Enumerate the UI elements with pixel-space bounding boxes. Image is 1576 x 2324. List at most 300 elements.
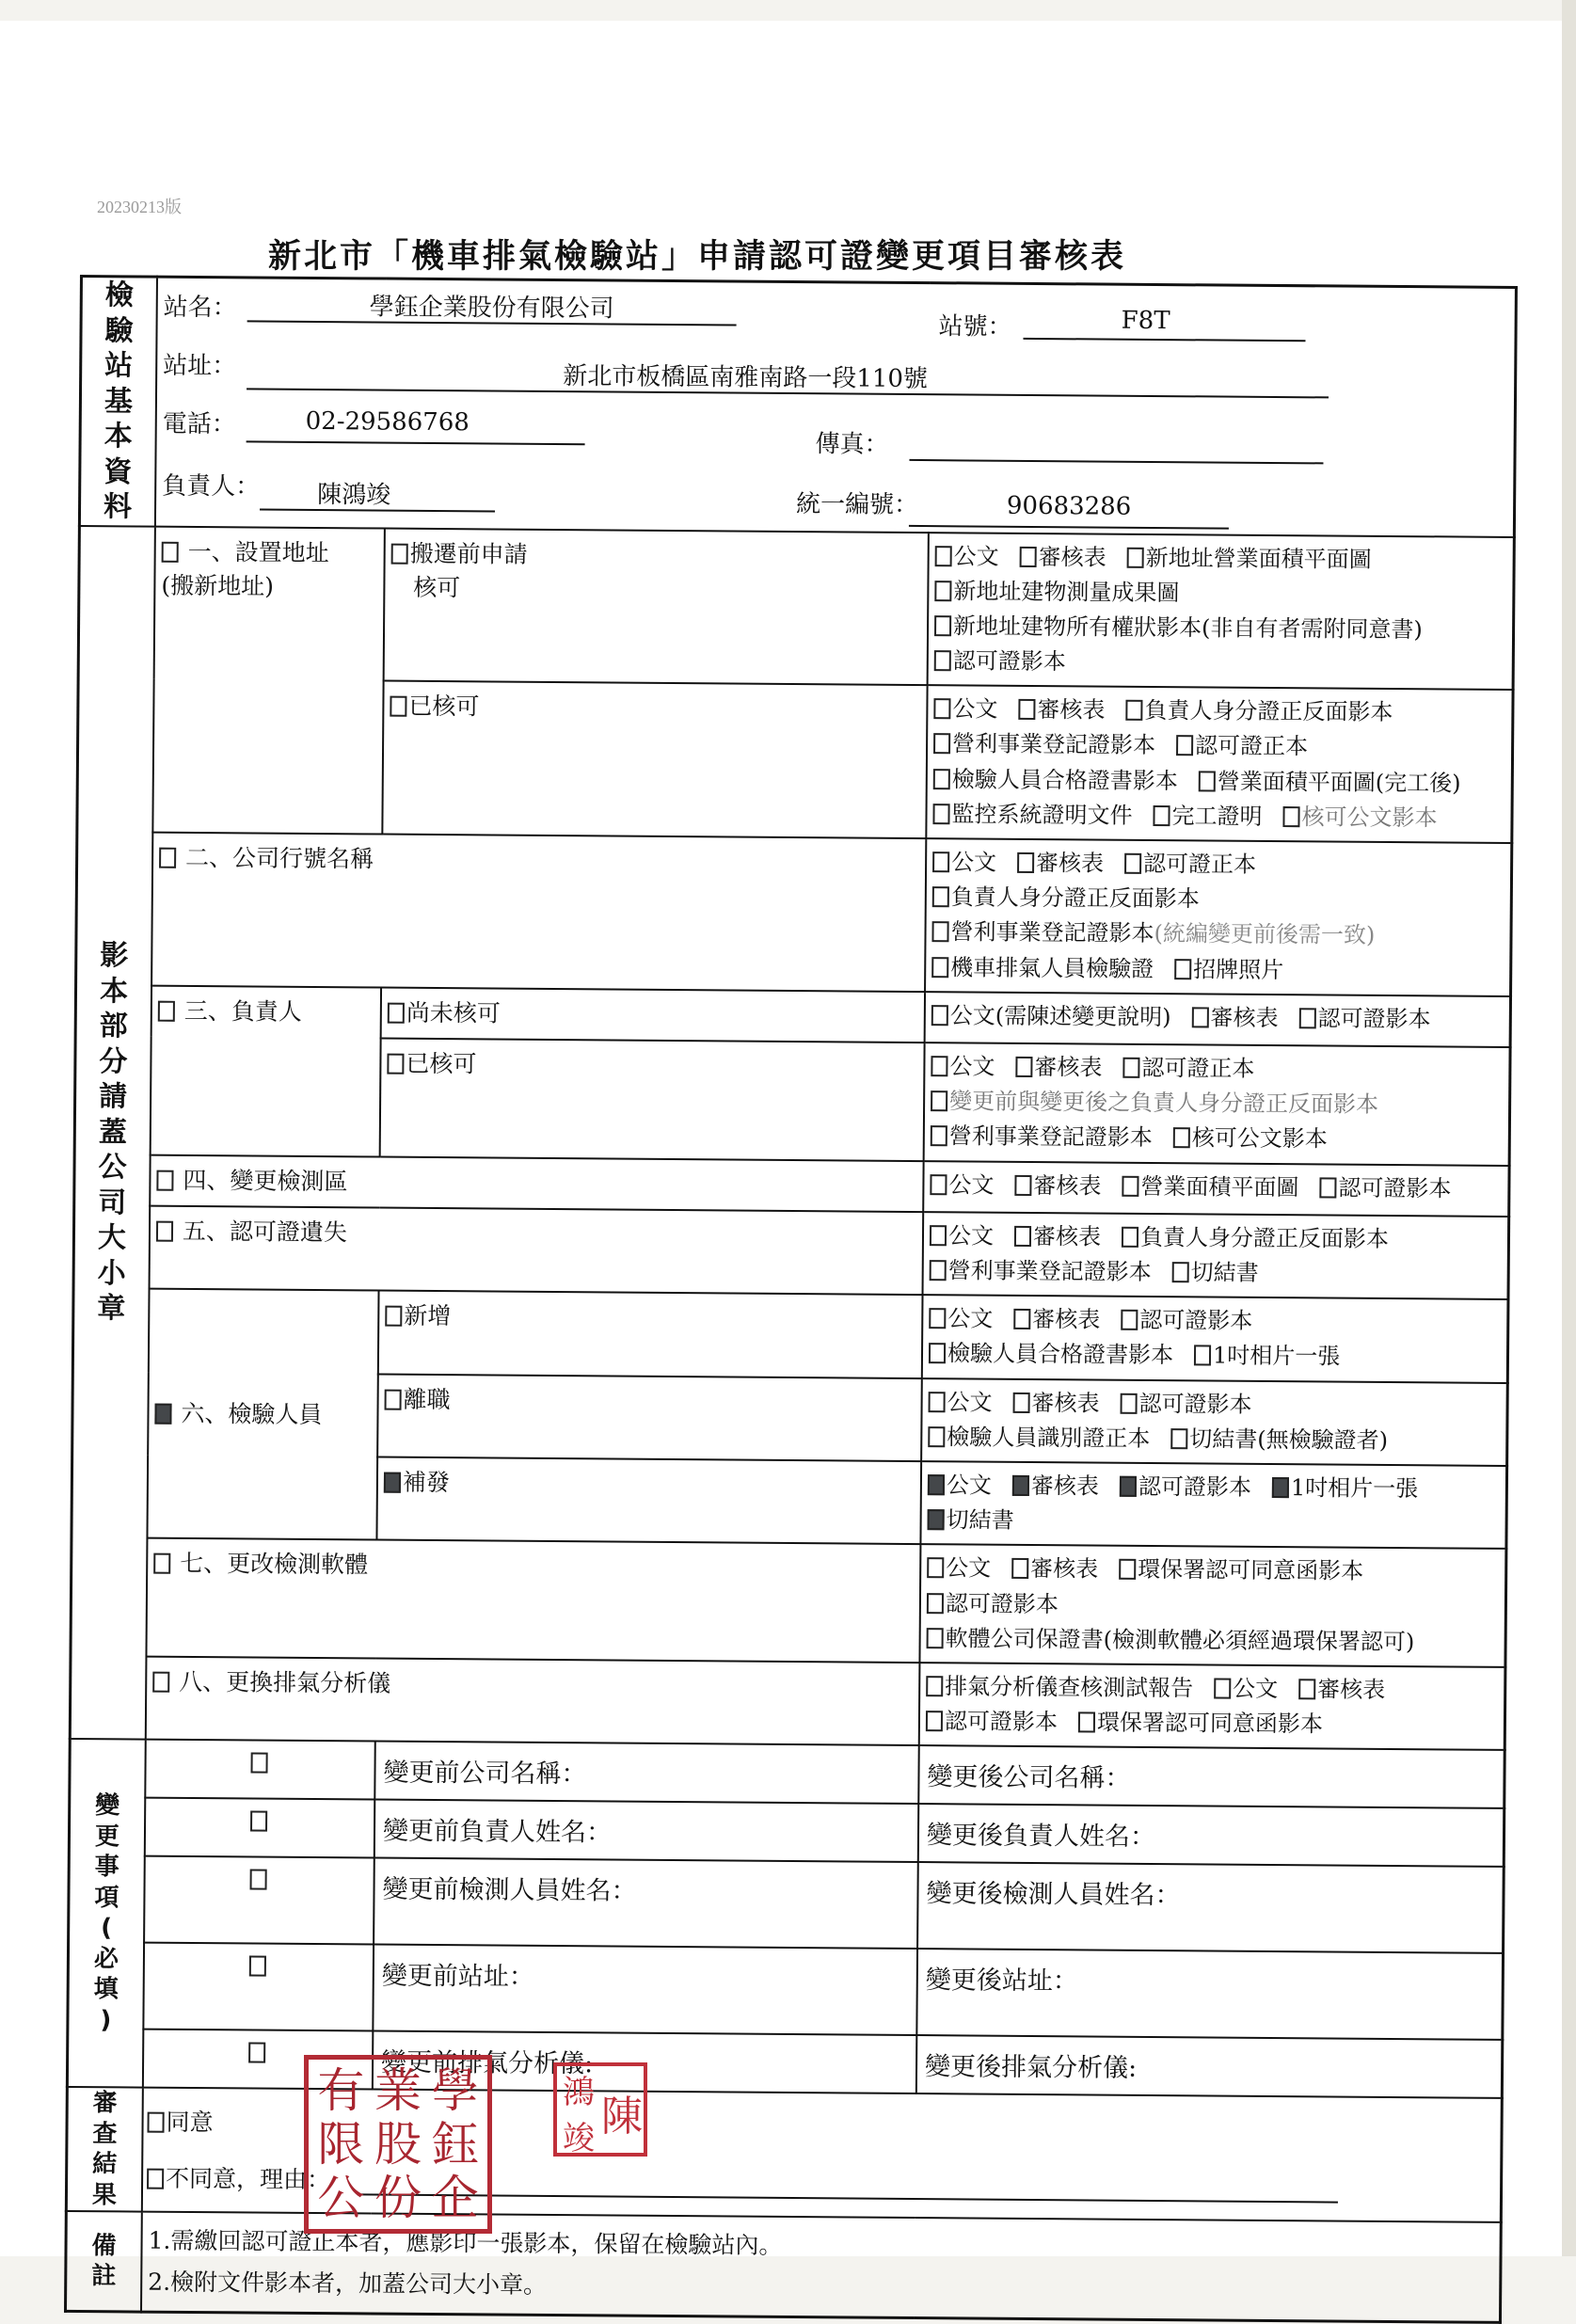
checkbox-empty[interactable] [1191,1007,1208,1027]
document-checkbox-item[interactable] [1119,1552,1363,1589]
document-checkbox-item[interactable] [1120,1386,1251,1422]
doc-label: 新地址建物測量成果圖 [953,577,1180,606]
change-after-label: 變更後檢測人員姓名： [926,1879,1181,1911]
sub-checkbox[interactable] [391,543,408,564]
station-name-label: 站名： [163,293,237,323]
checkbox-empty[interactable] [1214,1678,1231,1698]
item-label[interactable] [154,1396,371,1432]
sub-label: 新增 [404,1301,452,1330]
owner-value[interactable]: 陳鴻竣 [317,480,391,510]
doc-label: 軟體公司保證書(檢測軟體必須經過環保署認可) [945,1624,1415,1655]
sub-checkbox[interactable] [390,696,406,717]
checkbox-empty[interactable] [927,1628,944,1648]
sub-checkbox[interactable] [388,1002,405,1023]
owner-label: 負責人： [162,471,261,501]
document-checkbox-item[interactable] [932,880,1200,916]
doc-label: 認可證影本 [1338,1174,1452,1202]
seal-char: 陳 [601,2093,643,2141]
section-label-char: 驗 [104,313,134,347]
item-row [75,985,1510,1047]
document-checkbox-item[interactable] [934,609,1423,647]
document-checkbox-item[interactable] [930,1168,994,1203]
document-checkbox-item[interactable] [1272,1471,1419,1506]
document-checkbox-item[interactable] [930,1253,1152,1290]
change-before-label: 變更前檢測人員姓名： [382,1874,637,1906]
sub-label: 已核可 [408,692,480,721]
doc-label: 認可證正本 [1194,732,1309,760]
checkbox-empty[interactable] [930,1225,947,1246]
fax-label: 傳真： [815,430,889,459]
checkbox-empty[interactable] [1319,1177,1336,1198]
document-checkbox-item[interactable] [1017,846,1104,882]
checkbox-empty[interactable] [929,1392,946,1412]
checkbox-checked[interactable] [928,1509,945,1530]
sub-option[interactable] [384,528,929,685]
document-checkbox-item[interactable] [929,1301,993,1337]
doc-label: 審核表 [1030,1472,1100,1500]
document-checkbox-item[interactable] [1122,1051,1254,1087]
owner-seal-stamp [553,2062,647,2157]
required-documents [919,1663,1505,1750]
sub-label: 離職 [403,1385,451,1413]
checkbox-empty[interactable] [1153,805,1170,826]
checkbox-empty[interactable] [935,546,952,566]
doc-label: 認可證正本 [1143,850,1257,878]
phone-underline [247,440,585,445]
doc-label: 公文 [947,1388,993,1416]
document-checkbox-item[interactable] [931,950,1154,987]
checkbox-empty[interactable] [1176,736,1193,756]
item-title: 五、認可證遺失 [182,1217,348,1247]
document-checkbox-item[interactable] [1012,1469,1099,1504]
document-checkbox-item[interactable] [1194,1339,1341,1375]
document-checkbox-item[interactable] [931,1049,995,1085]
document-checkbox-item[interactable] [1125,693,1393,730]
doc-label: 公文 [947,1305,994,1332]
doc-label: 認可證影本 [1139,1307,1253,1335]
document-checkbox-item[interactable] [1172,1255,1259,1291]
item-row [73,1205,1509,1299]
disagree-label: 不同意，理由： [165,2165,331,2194]
checkbox-checked[interactable] [1272,1477,1289,1498]
item-label[interactable] [159,841,919,882]
checkbox-empty[interactable] [933,698,950,719]
document-checkbox-item[interactable] [1153,799,1262,835]
doc-label: 營業面積平面圖(完工後) [1217,768,1461,797]
document-checkbox-item[interactable] [927,1551,991,1586]
address-value[interactable]: 新北市板橋區南雅南路一段110號 [563,362,929,394]
form-title: 新北市「機車排氣檢驗站」申請認可證變更項目審核表 [268,238,1127,276]
document-checkbox-item[interactable] [1173,1122,1328,1157]
agree-option[interactable] [147,2104,213,2139]
notes-row [66,2211,1502,2322]
tax-id-value[interactable]: 90683286 [1006,491,1132,521]
item-row [70,1656,1505,1750]
checkbox-empty[interactable] [1020,546,1037,566]
checkbox-empty[interactable] [934,615,951,636]
change-after-field[interactable] [918,1745,1504,1808]
change-before-field[interactable] [374,1858,918,1950]
checkbox-empty[interactable] [931,1126,947,1147]
document-checkbox-item[interactable] [926,1621,1414,1660]
document-checkbox-item[interactable] [926,1704,1058,1740]
owner-underline [260,509,495,513]
checkbox-empty[interactable] [1011,1558,1028,1579]
checkbox-empty[interactable] [1124,853,1141,874]
document-checkbox-item[interactable] [934,644,1066,679]
change-before-field[interactable] [373,1945,917,2036]
station-no-value[interactable]: F8T [1121,306,1170,336]
document-checkbox-item[interactable] [1319,1170,1451,1206]
sub-checkbox[interactable] [385,1306,402,1327]
change-before-field[interactable] [374,1742,918,1805]
document-checkbox-item[interactable] [927,1503,1013,1538]
document-checkbox-item[interactable] [1012,1385,1099,1421]
item-row [78,526,1514,691]
checkbox-empty[interactable] [1018,699,1035,720]
checkbox-empty[interactable] [1121,1310,1138,1330]
document-checkbox-item[interactable] [1127,540,1372,577]
checkbox-empty[interactable] [1078,1711,1095,1732]
checkbox-empty[interactable] [926,1676,943,1696]
doc-label: 招牌照片 [1193,955,1284,983]
checkbox-empty[interactable] [1172,1262,1189,1282]
checkbox-empty[interactable] [931,957,948,978]
document-checkbox-item[interactable] [1013,1302,1100,1338]
document-checkbox-item[interactable] [1170,1422,1388,1458]
change-before-label: 變更前負責人姓名： [382,1816,613,1848]
document-checkbox-item[interactable] [1191,1000,1278,1036]
document-checkbox-item[interactable] [1199,764,1461,801]
version-label: 20230213版 [97,198,182,216]
checkbox-empty[interactable] [927,1557,944,1578]
document-checkbox-item[interactable] [1121,1303,1252,1339]
sub-label: 已核可 [406,1049,477,1078]
document-checkbox-item[interactable] [1014,1219,1101,1255]
checkbox-empty[interactable] [931,922,948,943]
checkbox-empty[interactable] [1013,1392,1030,1412]
sub-checkbox[interactable] [387,1054,404,1074]
checkbox-empty[interactable] [931,1090,947,1111]
change-after-field[interactable] [918,1804,1504,1867]
checkbox-empty[interactable] [1119,1559,1136,1580]
change-row [69,1855,1504,1953]
item-checkbox[interactable] [158,1000,175,1021]
document-checkbox-item[interactable] [934,574,1179,611]
document-checkbox-item[interactable] [1078,1705,1323,1742]
doc-label: 檢驗人員識別證正本 [947,1424,1151,1452]
doc-label: 認可證影本 [952,647,1066,676]
doc-label: 營利事業登記證影本 [947,1257,1152,1285]
item-checkbox[interactable] [154,1403,171,1424]
note-line: 1.需繳回認可證正本者，應影印一張影本，保留在檢驗站內。 [148,2226,783,2260]
checkbox-empty[interactable] [1298,1008,1315,1028]
checkbox-checked[interactable] [928,1474,945,1495]
seal-char: 竣 [563,2120,595,2157]
checkbox-empty[interactable] [1013,1309,1030,1329]
checkbox-empty[interactable] [1122,1227,1138,1248]
station-name-value[interactable]: 學鈺企業股份有限公司 [369,293,614,324]
seal-char: 學 [431,2062,479,2118]
sub-option[interactable] [381,987,925,1043]
document-checkbox-item[interactable] [932,797,1132,834]
checkbox-empty[interactable] [1122,1058,1139,1078]
item-title: 一、設置地址 [187,537,329,566]
phone-value[interactable]: 02-29586768 [305,406,470,438]
fax-value[interactable] [910,425,1324,428]
checkbox-checked[interactable] [1012,1475,1029,1496]
checkbox-empty[interactable] [1122,1175,1138,1196]
checkbox-empty[interactable] [929,1343,946,1363]
required-documents [920,1461,1506,1549]
doc-label: 新地址營業面積平面圖 [1145,544,1372,573]
document-checkbox-item[interactable] [931,1120,1153,1156]
change-checkbox[interactable] [249,1956,266,1977]
checkbox-empty[interactable] [932,852,949,872]
change-after-field[interactable] [916,1949,1503,2040]
document-checkbox-item[interactable] [931,1084,1378,1122]
reason-underline[interactable] [359,2194,1338,2204]
document-checkbox-item[interactable] [1214,1671,1278,1707]
change-after-label: 變更後公司名稱： [927,1762,1131,1794]
required-documents [925,992,1511,1047]
doc-label: 公文 [948,1170,995,1199]
document-checkbox-item[interactable] [928,1468,992,1504]
document-checkbox-item[interactable] [930,1218,994,1254]
item-label[interactable] [156,1163,916,1203]
document-checkbox-item[interactable] [927,1586,1059,1622]
sub-option[interactable] [380,1039,925,1161]
checkbox-empty[interactable] [1014,1226,1031,1247]
doc-label: 營業面積平面圖 [1140,1172,1299,1201]
item-title: 三、負責人 [183,996,302,1026]
checkbox-empty[interactable] [932,886,949,907]
checkbox-empty[interactable] [1173,1128,1190,1149]
document-checkbox-item[interactable] [935,539,999,575]
change-checkbox[interactable] [250,1753,267,1774]
document-checkbox-item[interactable] [931,915,1375,954]
doc-label: 認可證影本 [1138,1472,1252,1501]
seal-char: 有 [317,2062,365,2118]
checkbox-empty[interactable] [928,1426,945,1447]
agree-checkbox[interactable] [147,2112,164,2133]
item-checkbox[interactable] [159,848,176,868]
checkbox-empty[interactable] [1125,700,1142,721]
item-title: 六、檢驗人員 [181,1399,323,1428]
seal-char: 限 [317,2116,365,2172]
checkbox-empty[interactable] [934,581,951,601]
sub-option[interactable] [377,1374,922,1461]
sub-label-2: 核可 [413,573,461,601]
doc-label: 負責人身分證正反面影本 [1144,697,1393,726]
document-checkbox-item[interactable] [933,762,1178,799]
document-checkbox-item[interactable] [933,692,997,727]
sub-checkbox[interactable] [384,1472,401,1493]
seal-char: 企 [431,2171,479,2226]
section-label-char: 基 [103,384,134,418]
doc-label: 公文 [949,1053,995,1080]
checkbox-empty[interactable] [1199,771,1216,791]
checkbox-empty[interactable] [927,1593,944,1614]
tax-id-label: 統一編號： [795,489,919,520]
disagree-checkbox[interactable] [147,2169,164,2189]
document-checkbox-item[interactable] [1020,539,1106,575]
doc-label: 審核表 [1032,1306,1101,1333]
checkbox-empty[interactable] [929,1308,946,1329]
checkbox-empty[interactable] [1014,1174,1031,1195]
change-after-field[interactable] [916,2035,1503,2098]
document-checkbox-item[interactable] [1122,1220,1389,1257]
note-line: 2.檢附文件影本者，加蓋公司大小章。 [148,2268,548,2299]
checkbox-empty[interactable] [931,1056,947,1076]
checkbox-empty[interactable] [932,804,949,824]
document-checkbox-item[interactable] [928,1385,992,1421]
doc-label: 審核表 [1317,1676,1386,1703]
required-documents [925,838,1512,996]
seal-char: 業 [374,2062,422,2118]
required-documents [928,533,1515,691]
checkbox-empty[interactable] [1194,1345,1211,1366]
review-row [66,2087,1502,2222]
item-label[interactable] [152,1665,913,1706]
checkbox-empty[interactable] [1017,852,1034,873]
sub-option[interactable] [378,1291,923,1378]
checkbox-empty[interactable] [930,1174,947,1195]
document-checkbox-item[interactable] [1014,1168,1101,1203]
document-checkbox-item[interactable] [1124,847,1256,883]
doc-label: 檢驗人員合格證書影本 [951,765,1178,794]
change-after-label: 變更後排氣分析儀: [924,2052,1138,2084]
doc-label: 營利事業登記證影本 [952,730,1156,759]
review-form-table [64,275,1518,2324]
checkbox-empty[interactable] [1298,1679,1315,1699]
checkbox-empty[interactable] [933,769,950,789]
tax-id-underline [909,525,1229,530]
change-row [68,1942,1504,2040]
item-title: 四、變更檢測區 [183,1166,348,1195]
doc-label: 公文 [953,542,999,570]
item-title: 二、公司行號名稱 [184,843,374,873]
doc-label: 審核表 [1033,1171,1102,1200]
checkbox-empty[interactable] [1121,1393,1138,1413]
document-checkbox-item[interactable] [933,727,1155,764]
document-checkbox-item[interactable] [926,1669,1193,1706]
doc-label: 切結書(無檢驗證者) [1189,1425,1389,1454]
checkbox-empty[interactable] [1282,806,1299,827]
doc-label: 排氣分析儀查核測試報告 [945,1673,1194,1702]
doc-label: 變更前與變更後之負責人身分證正反面影本 [949,1088,1379,1119]
change-before-field[interactable] [374,1800,918,1863]
document-checkbox-item[interactable] [932,845,996,881]
change-checkbox[interactable] [250,1870,267,1890]
doc-label: 檢驗人員合格證書影本 [947,1340,1174,1369]
sub-option[interactable] [376,1456,921,1544]
item-label[interactable] [158,994,374,1029]
sub-label: 尚未核可 [406,998,501,1027]
doc-label: 1吋相片一張 [1212,1342,1341,1370]
disagree-option[interactable] [147,2160,330,2196]
doc-label: 營利事業登記證影本 [950,918,1154,947]
section-label-char: 站 [104,349,134,383]
doc-label: 審核表 [1037,696,1106,724]
doc-label: 審核表 [1036,850,1105,877]
document-checkbox-item[interactable] [1298,1001,1430,1037]
checkbox-empty[interactable] [930,1260,947,1281]
change-after-field[interactable] [917,1862,1504,1953]
required-documents [919,1544,1505,1666]
checkbox-empty[interactable] [1015,1057,1032,1077]
checkbox-empty[interactable] [926,1711,943,1731]
checkbox-empty[interactable] [1174,959,1191,979]
doc-label: 認可證影本 [1138,1390,1252,1418]
doc-note: (統編變更前後需一致) [1154,920,1376,949]
item-label[interactable] [156,1214,916,1254]
item-checkbox[interactable] [162,541,179,562]
document-checkbox-item[interactable] [1011,1552,1098,1587]
change-checkbox[interactable] [248,2043,265,2063]
doc-label: 1吋相片一張 [1290,1474,1419,1503]
document-checkbox-item[interactable] [928,1420,1150,1456]
item-checkbox[interactable] [156,1170,173,1190]
document-checkbox-item[interactable] [929,1336,1173,1373]
section-label-char: 料 [103,490,133,524]
document-checkbox-item[interactable] [1018,692,1105,728]
item-checkbox[interactable] [152,1672,169,1693]
doc-label: 公文(需陳述變更說明) [949,1002,1171,1030]
required-documents [923,1212,1509,1299]
station-no-underline [1023,338,1305,342]
sub-option[interactable] [382,681,927,838]
change-checkbox[interactable] [250,1811,267,1832]
checkbox-empty[interactable] [933,734,950,755]
item-label[interactable] [153,1547,914,1587]
item-label[interactable] [161,534,378,604]
required-documents [924,1043,1510,1165]
doc-label: 監控系統證明文件 [951,801,1133,829]
change-before-label: 變更前站址： [381,1961,534,1993]
doc-label: 審核表 [1038,543,1106,571]
item-checkbox[interactable] [153,1553,170,1574]
sub-checkbox[interactable] [385,1389,402,1409]
section-label-char: 檢 [104,279,134,312]
document-checkbox-item[interactable] [1298,1672,1385,1708]
checkbox-empty[interactable] [1170,1428,1187,1449]
item-checkbox[interactable] [156,1220,173,1241]
checkbox-checked[interactable] [1120,1476,1137,1497]
document-checkbox-item[interactable] [1282,800,1437,836]
document-checkbox-item[interactable] [1174,952,1283,988]
basic-info-fields [156,279,1515,535]
doc-label: 審核表 [1210,1004,1279,1031]
address-label: 站址： [163,351,237,381]
agree-label: 同意 [166,2109,214,2137]
document-checkbox-item[interactable] [1176,729,1308,765]
document-checkbox-item[interactable] [1120,1470,1251,1505]
checkbox-empty[interactable] [934,650,951,671]
doc-label: 公文 [951,849,997,876]
phone-label: 電話： [162,409,236,439]
basic-info-row [79,277,1516,537]
checkbox-empty[interactable] [931,1005,948,1026]
seal-char: 公 [317,2171,365,2226]
document-checkbox-item[interactable] [931,998,1171,1035]
doc-label: 認可證影本 [1317,1005,1431,1033]
item-title: 八、更換排氣分析儀 [179,1667,391,1697]
checkbox-empty[interactable] [1127,547,1144,567]
basic-info-section-label [79,277,157,527]
document-checkbox-item[interactable] [1015,1050,1102,1086]
document-checkbox-item[interactable] [1122,1169,1298,1205]
